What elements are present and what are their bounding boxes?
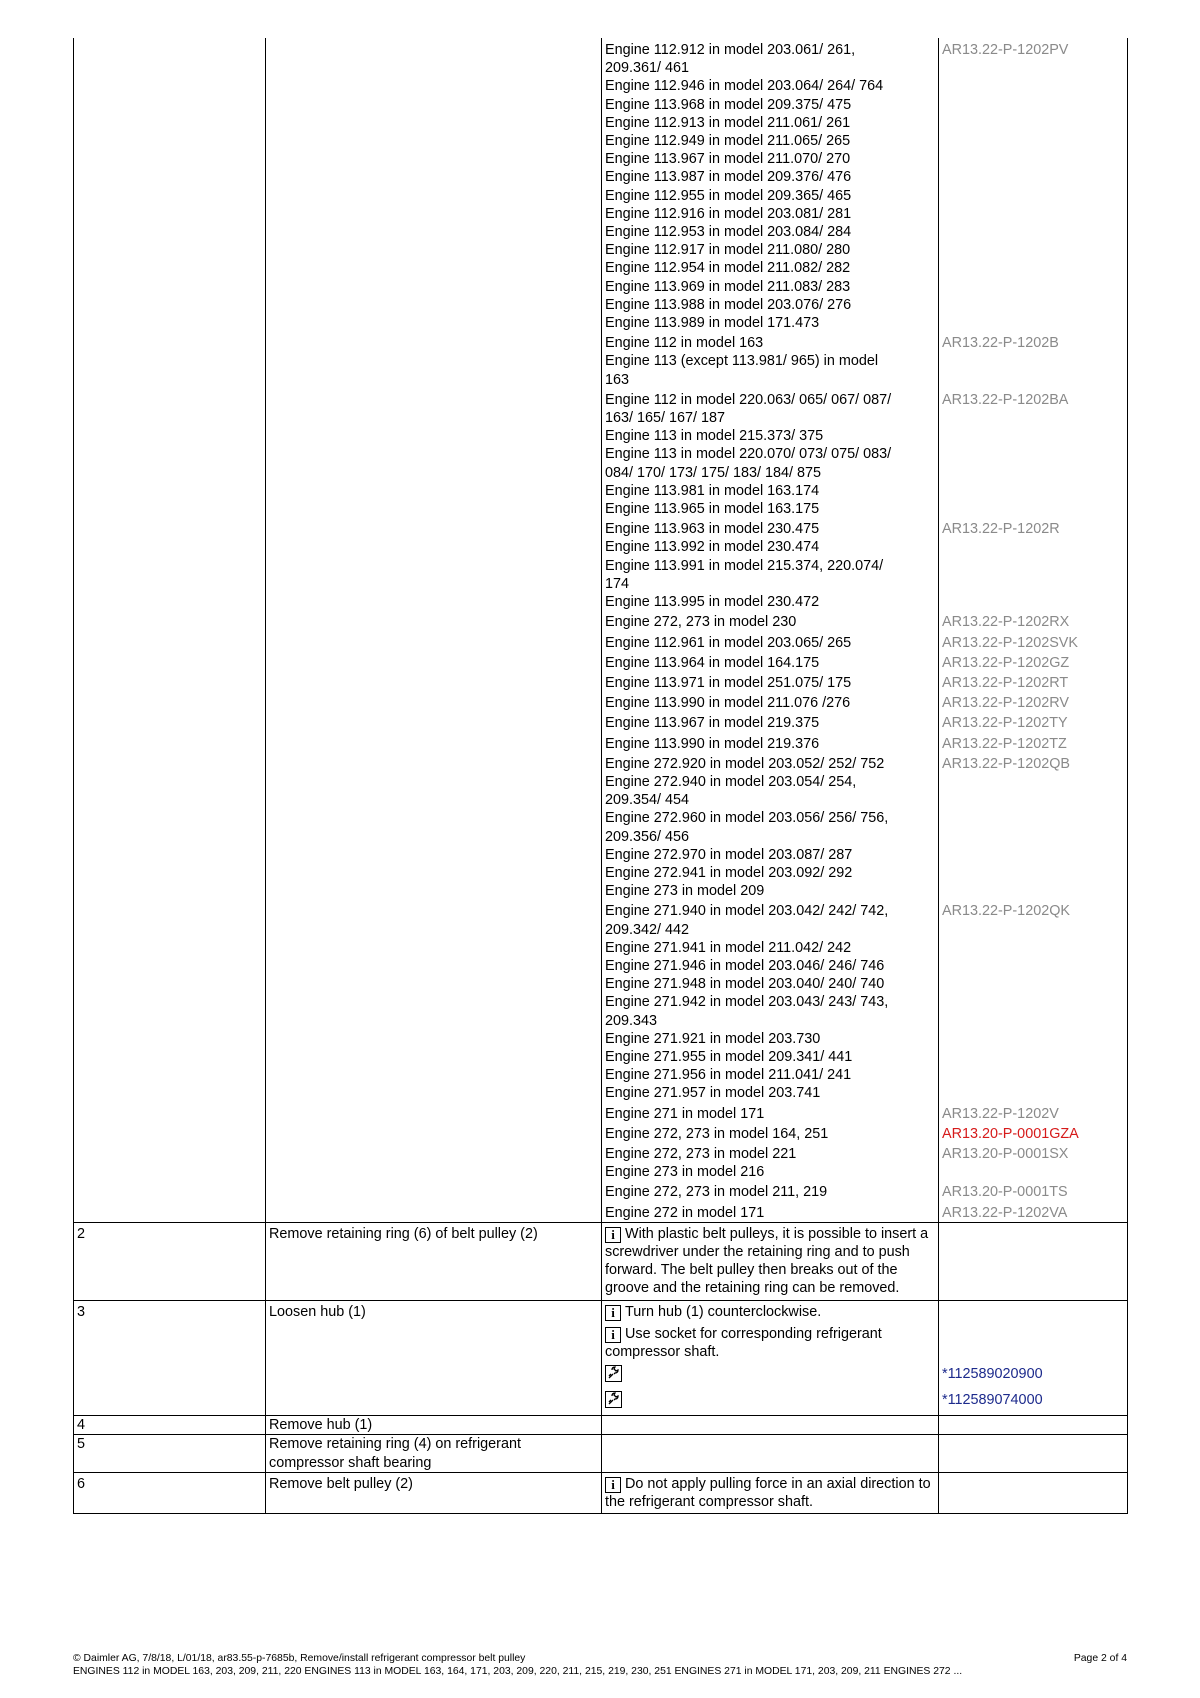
info-note bbox=[605, 1223, 935, 1300]
applicability-line: Engine 273 in model 216 bbox=[605, 1164, 765, 1181]
document-reference-link[interactable]: AR13.22-P-1202RV bbox=[942, 695, 1069, 712]
applicability-line: Engine 112.949 in model 211.065/ 265 bbox=[605, 133, 851, 150]
applicability-line: Engine 271 in model 171 bbox=[605, 1105, 765, 1122]
applicability-line: Engine 271.957 in model 203.741 bbox=[605, 1085, 821, 1102]
step-reference bbox=[939, 1222, 1128, 1300]
applicability-line: Engine 112 in model 163 bbox=[605, 335, 764, 352]
applicability-line: 209.354/ 454 bbox=[605, 792, 690, 809]
applicability-line: Engine 272.941 in model 203.092/ 292 bbox=[605, 864, 853, 881]
variant-applicability bbox=[602, 753, 939, 901]
procedure-table-body bbox=[74, 38, 1128, 1514]
info-icon: i bbox=[605, 1227, 621, 1243]
variant-applicability bbox=[602, 332, 939, 389]
special-tool-row bbox=[605, 1363, 935, 1389]
applicability-line: Engine 113.971 in model 251.075/ 175 bbox=[605, 674, 852, 691]
footer-row bbox=[73, 1665, 1127, 1678]
applicability-line: Engine 272, 273 in model 221 bbox=[605, 1145, 797, 1162]
applicability-line: 209.342/ 442 bbox=[605, 921, 690, 938]
applicability-line: Engine 112 in model 220.063/ 065/ 067/ 087/ bbox=[605, 391, 892, 408]
applicability-line: Engine 113.989 in model 171.473 bbox=[605, 315, 820, 332]
info-note-text: Do not apply pulling force in an axial direction to the refrigerant compressor shaft. bbox=[605, 1475, 931, 1511]
procedure-table bbox=[73, 38, 1128, 1514]
step-action: Loosen hub (1) bbox=[266, 1300, 602, 1416]
applicability-line: Engine 272 in model 171 bbox=[605, 1204, 765, 1221]
applicability-line: Engine 113 in model 215.373/ 375 bbox=[605, 428, 824, 445]
footer-page-number: Page 2 of 4 bbox=[1073, 1653, 1127, 1664]
document-reference-link[interactable]: AR13.22-P-1202TZ bbox=[942, 735, 1067, 752]
info-note bbox=[605, 1473, 935, 1513]
applicability-line: Engine 113.988 in model 203.076/ 276 bbox=[605, 296, 852, 313]
variant-applicability bbox=[602, 652, 939, 672]
applicability-line: Engine 272, 273 in model 164, 251 bbox=[605, 1125, 829, 1142]
step-notes bbox=[602, 1472, 939, 1513]
variant-reference bbox=[939, 712, 1128, 732]
applicability-line: Engine 113.965 in model 163.175 bbox=[605, 501, 820, 518]
variant-reference bbox=[939, 652, 1128, 672]
step-notes bbox=[602, 1435, 939, 1472]
variant-reference bbox=[939, 733, 1128, 753]
variant-applicability bbox=[602, 692, 939, 712]
document-reference-link[interactable]: AR13.22-P-1202RT bbox=[942, 674, 1069, 691]
applicability-line: Engine 113.967 in model 211.070/ 270 bbox=[605, 151, 851, 168]
info-icon: i bbox=[605, 1305, 621, 1321]
applicability-line: Engine 271.956 in model 211.041/ 241 bbox=[605, 1067, 852, 1084]
variant-applicability bbox=[602, 611, 939, 631]
step-reference bbox=[939, 1416, 1128, 1435]
footer-copyright: © Daimler AG, 7/8/18, L/01/18, ar83.55-p-7685b, Remove/install refrigerant compressor belt pulley bbox=[73, 1653, 526, 1664]
footer-applicability: ENGINES 112 in MODEL 163, 203, 209, 211, 220 ENGINES 113 in MODEL 163, 164, 171, 203, 209, 220, 211, 215, 219, 230, 251 ENGINES 271 in MODEL 171, 203, 209, 211 ENGINES 272 ... bbox=[73, 1666, 963, 1677]
variant-applicability bbox=[602, 518, 939, 611]
special-tool-icon bbox=[605, 1391, 622, 1408]
applicability-line: Engine 113.991 in model 215.374, 220.074/ bbox=[605, 557, 884, 574]
step-action: Remove retaining ring (6) of belt pulley (2) bbox=[266, 1222, 602, 1300]
document-reference-link[interactable]: AR13.22-P-1202QK bbox=[942, 903, 1070, 920]
applicability-line: Engine 113.981 in model 163.174 bbox=[605, 482, 820, 499]
step-action: Remove retaining ring (4) on refrigerant compressor shaft bearing bbox=[266, 1435, 602, 1472]
applicability-line: Engine 271.955 in model 209.341/ 441 bbox=[605, 1048, 853, 1065]
variant-reference bbox=[939, 1143, 1128, 1181]
step-number-cell bbox=[74, 38, 266, 1222]
applicability-line: 209.356/ 456 bbox=[605, 828, 690, 845]
document-reference-link[interactable]: AR13.22-P-1202R bbox=[942, 521, 1060, 538]
document-reference-link[interactable]: AR13.22-P-1202SVK bbox=[942, 634, 1078, 651]
document-reference-link[interactable]: AR13.20-P-0001TS bbox=[942, 1184, 1068, 1201]
variant-reference bbox=[939, 38, 1128, 332]
info-icon: i bbox=[605, 1327, 621, 1343]
applicability-line: Engine 113.968 in model 209.375/ 475 bbox=[605, 96, 852, 113]
variant-reference bbox=[939, 518, 1128, 611]
step-row bbox=[74, 1435, 1128, 1472]
variant-reference bbox=[939, 1181, 1128, 1201]
variant-applicability bbox=[602, 733, 939, 753]
document-reference-link[interactable]: AR13.20-P-0001GZA bbox=[942, 1125, 1079, 1142]
document-reference-link[interactable]: AR13.22-P-1202RX bbox=[942, 614, 1070, 631]
step-number: 4 bbox=[74, 1416, 266, 1435]
applicability-line: Engine 272, 273 in model 230 bbox=[605, 614, 797, 631]
special-tool-icon bbox=[605, 1365, 622, 1382]
variant-applicability bbox=[602, 632, 939, 652]
applicability-line: 209.361/ 461 bbox=[605, 60, 690, 77]
step-row bbox=[74, 1300, 1128, 1416]
step-number: 5 bbox=[74, 1435, 266, 1472]
applicability-line: Engine 113 (except 113.981/ 965) in model bbox=[605, 353, 879, 370]
variant-reference bbox=[939, 632, 1128, 652]
special-tool-number-link[interactable]: *112589020900 bbox=[942, 1366, 1043, 1383]
variant-applicability bbox=[602, 1103, 939, 1123]
applicability-line: Engine 113.990 in model 219.376 bbox=[605, 735, 820, 752]
special-tool-row bbox=[605, 1389, 935, 1415]
document-reference-link[interactable]: AR13.22-P-1202QB bbox=[942, 755, 1070, 772]
document-reference-link[interactable]: AR13.20-P-0001SX bbox=[942, 1145, 1069, 1162]
info-note-text: Turn hub (1) counterclockwise. bbox=[625, 1303, 822, 1320]
variant-reference bbox=[939, 692, 1128, 712]
variant-applicability bbox=[602, 1202, 939, 1223]
step-row bbox=[74, 1472, 1128, 1513]
applicability-line: Engine 113.964 in model 164.175 bbox=[605, 654, 820, 671]
info-note-text: With plastic belt pulleys, it is possible to insert a screwdriver under the retaining ring and to push forward. The belt pulley then breaks out of the groove and the retaining ring can be removed. bbox=[605, 1225, 929, 1297]
info-icon: i bbox=[605, 1477, 621, 1493]
applicability-line: Engine 272.960 in model 203.056/ 256/ 756, bbox=[605, 810, 889, 827]
variant-reference bbox=[939, 611, 1128, 631]
variant-reference bbox=[939, 753, 1128, 901]
applicability-line: Engine 271.946 in model 203.046/ 246/ 746 bbox=[605, 957, 885, 974]
applicability-line: 174 bbox=[605, 575, 630, 592]
applicability-line: Engine 272.940 in model 203.054/ 254, bbox=[605, 773, 857, 790]
applicability-line: Engine 112.961 in model 203.065/ 265 bbox=[605, 634, 852, 651]
applicability-line: Engine 113.990 in model 211.076 /276 bbox=[605, 695, 851, 712]
step-action: Remove hub (1) bbox=[266, 1416, 602, 1435]
applicability-line: Engine 112.917 in model 211.080/ 280 bbox=[605, 242, 851, 259]
variant-reference bbox=[939, 1202, 1128, 1223]
applicability-line: 163/ 165/ 167/ 187 bbox=[605, 410, 726, 427]
variant-reference bbox=[939, 389, 1128, 518]
applicability-line: 163 bbox=[605, 371, 630, 388]
applicability-line: Engine 112.946 in model 203.064/ 264/ 764 bbox=[605, 78, 884, 95]
applicability-line: Engine 271.921 in model 203.730 bbox=[605, 1030, 821, 1047]
special-tool-number-link[interactable]: *112589074000 bbox=[942, 1392, 1043, 1409]
step-row bbox=[74, 1222, 1128, 1300]
footer-row bbox=[73, 1652, 1127, 1665]
applicability-line: Engine 271.948 in model 203.040/ 240/ 740 bbox=[605, 976, 885, 993]
info-note bbox=[605, 1323, 935, 1363]
step-action: Remove belt pulley (2) bbox=[266, 1472, 602, 1513]
step-row bbox=[74, 1416, 1128, 1435]
page-footer bbox=[73, 1652, 1127, 1678]
variant-applicability bbox=[602, 672, 939, 692]
step-number: 3 bbox=[74, 1300, 266, 1416]
document-reference-link[interactable]: AR13.22-P-1202VA bbox=[942, 1204, 1068, 1221]
step-notes bbox=[602, 1300, 939, 1416]
special-tool-number-row bbox=[942, 1363, 1124, 1389]
variant-reference bbox=[939, 332, 1128, 389]
applicability-line: Engine 271.940 in model 203.042/ 242/ 742, bbox=[605, 903, 889, 920]
applicability-line: Engine 113.963 in model 230.475 bbox=[605, 521, 820, 538]
applicability-line: Engine 271.942 in model 203.043/ 243/ 743, bbox=[605, 994, 889, 1011]
step-reference bbox=[939, 1472, 1128, 1513]
info-note bbox=[605, 1301, 935, 1323]
applicability-line: Engine 112.954 in model 211.082/ 282 bbox=[605, 260, 851, 277]
variant-applicability bbox=[602, 1143, 939, 1181]
applicability-line: 084/ 170/ 173/ 175/ 183/ 184/ 875 bbox=[605, 464, 822, 481]
applicability-line: Engine 273 in model 209 bbox=[605, 883, 765, 900]
applicability-line: Engine 112.955 in model 209.365/ 465 bbox=[605, 187, 852, 204]
variant-reference bbox=[939, 1103, 1128, 1123]
applicability-line: Engine 272.920 in model 203.052/ 252/ 752 bbox=[605, 755, 885, 772]
step-notes bbox=[602, 1416, 939, 1435]
document-reference-link[interactable]: AR13.22-P-1202PV bbox=[942, 42, 1069, 58]
special-tool-number-row bbox=[942, 1389, 1124, 1415]
document-reference-link[interactable]: AR13.22-P-1202TY bbox=[942, 715, 1068, 732]
step-reference bbox=[939, 1435, 1128, 1472]
variant-applicability bbox=[602, 1123, 939, 1143]
step-action-cell bbox=[266, 38, 602, 1222]
applicability-line: Engine 271.941 in model 211.042/ 242 bbox=[605, 939, 852, 956]
applicability-line: Engine 272.970 in model 203.087/ 287 bbox=[605, 846, 853, 863]
info-note-text: Use socket for corresponding refrigerant compressor shaft. bbox=[605, 1325, 882, 1361]
document-reference-link[interactable]: AR13.22-P-1202GZ bbox=[942, 654, 1070, 671]
document-reference-link[interactable]: AR13.22-P-1202B bbox=[942, 335, 1059, 352]
applicability-line: Engine 113.967 in model 219.375 bbox=[605, 715, 820, 732]
applicability-line: Engine 112.913 in model 211.061/ 261 bbox=[605, 114, 851, 131]
variant-applicability bbox=[602, 38, 939, 332]
step-number: 2 bbox=[74, 1222, 266, 1300]
applicability-line: Engine 113 in model 220.070/ 073/ 075/ 083/ bbox=[605, 446, 892, 463]
step-reference bbox=[939, 1300, 1128, 1416]
variant-applicability bbox=[602, 712, 939, 732]
applicability-line: Engine 272, 273 in model 211, 219 bbox=[605, 1184, 828, 1201]
applicability-line: Engine 113.987 in model 209.376/ 476 bbox=[605, 169, 852, 186]
step-notes bbox=[602, 1222, 939, 1300]
document-reference-link[interactable]: AR13.22-P-1202V bbox=[942, 1105, 1059, 1122]
applicability-line: Engine 113.995 in model 230.472 bbox=[605, 594, 820, 611]
variant-reference bbox=[939, 1123, 1128, 1143]
document-reference-link[interactable]: AR13.22-P-1202BA bbox=[942, 391, 1069, 408]
applicability-line: 209.343 bbox=[605, 1012, 658, 1029]
variant-applicability bbox=[602, 1181, 939, 1201]
step-number: 6 bbox=[74, 1472, 266, 1513]
variant-reference bbox=[939, 900, 1128, 1102]
variant-applicability bbox=[602, 389, 939, 518]
applicability-line: Engine 112.912 in model 203.061/ 261, bbox=[605, 42, 856, 58]
variant-reference bbox=[939, 672, 1128, 692]
applicability-line: Engine 113.969 in model 211.083/ 283 bbox=[605, 278, 851, 295]
applicability-line: Engine 112.953 in model 203.084/ 284 bbox=[605, 224, 852, 241]
applicability-line: Engine 113.992 in model 230.474 bbox=[605, 539, 820, 556]
variant-row bbox=[74, 38, 1128, 332]
applicability-line: Engine 112.916 in model 203.081/ 281 bbox=[605, 205, 852, 222]
variant-applicability bbox=[602, 900, 939, 1102]
